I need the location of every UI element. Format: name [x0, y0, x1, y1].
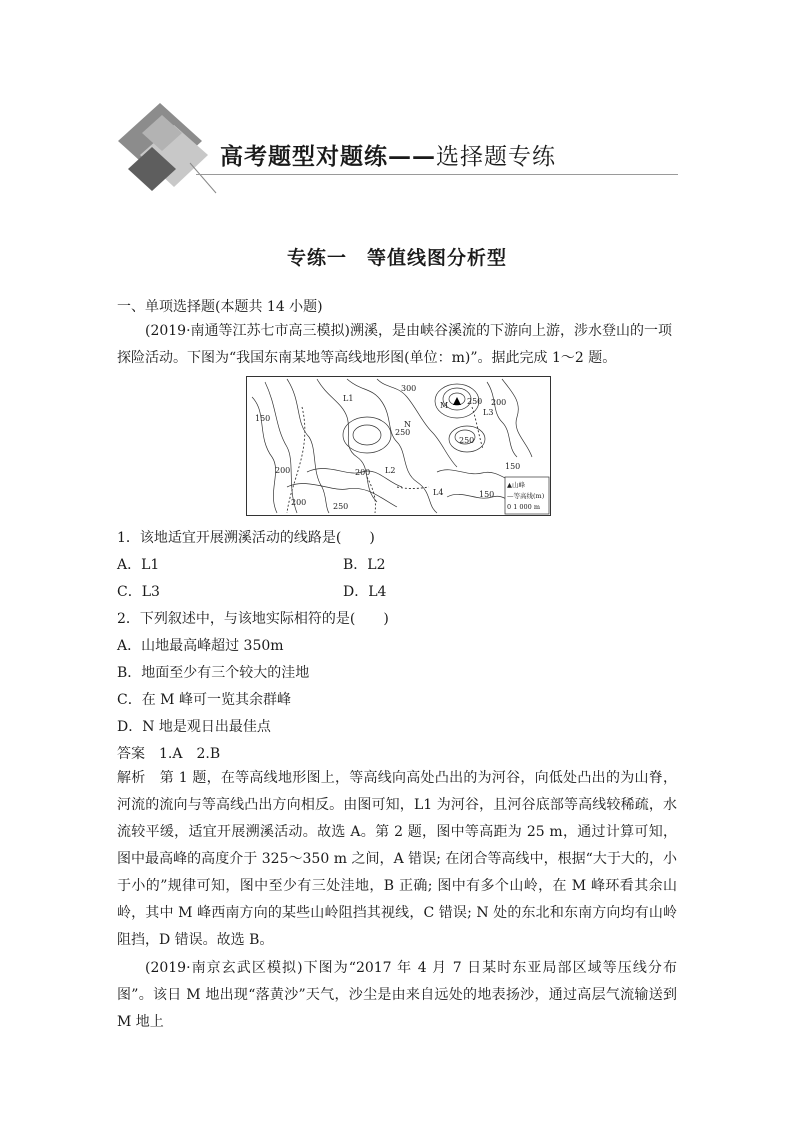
map-label-300: 300: [401, 384, 417, 393]
map-label-l4: L4: [433, 488, 444, 497]
map-label-150c: 150: [505, 462, 521, 471]
map-label-150a: 150: [255, 414, 271, 423]
question-2-option-a: A．山地最高峰超过 350m: [117, 638, 284, 654]
map-label-250b: 250: [395, 428, 411, 437]
map-label-250d: 250: [333, 502, 349, 511]
contour-map: [246, 376, 551, 516]
legend-peak: ▲山峰: [507, 481, 525, 489]
map-label-200d: 200: [291, 498, 307, 507]
question-2-option-b: B．地面至少有三个较大的洼地: [117, 665, 310, 681]
question-1-option-d: D．L4: [343, 584, 387, 600]
header-title-dash: ——: [388, 143, 436, 170]
map-label-250c: 250: [459, 436, 475, 445]
map-label-l2: L2: [385, 466, 396, 475]
answer-line: 答案 1.A 2.B: [117, 746, 221, 762]
header-title-main: 高考题型对题练: [220, 143, 388, 170]
question-2-stem: 2．下列叙述中，与该地实际相符的是( ): [117, 611, 389, 627]
header-divider: [196, 174, 678, 175]
map-label-200c: 200: [355, 468, 371, 477]
section-title: 专练一 等值线图分析型: [286, 247, 507, 269]
question-2-option-d: D．N 地是观日出最佳点: [117, 719, 271, 735]
map-label-l1: L1: [343, 394, 354, 403]
map-label-250a: 250: [467, 397, 483, 406]
question-2-option-c: C．在 M 峰可一览其余群峰: [117, 692, 291, 708]
legend-contour: —等高线(m): [507, 492, 545, 500]
map-label-l3: L3: [483, 408, 494, 417]
question-intro-2: (2019·南京玄武区模拟)下图为“2017 年 4 月 7 日某时东亚局部区域等压线分布图”。该日 M 地出现“落黄沙”天气，沙尘是由来自远处的地表扬沙，通过高层气流输送到 M 地上: [117, 960, 677, 1030]
question-1-option-a: A．L1: [117, 557, 160, 573]
legend-scale: 0 1 000 m: [507, 503, 541, 511]
question-1-option-b: B．L2: [343, 557, 386, 573]
header-title-sub: 选择题专练: [436, 144, 556, 170]
header-title: [220, 138, 556, 171]
question-1-stem: 1．该地适宜开展溯溪活动的线路是( ): [117, 530, 375, 546]
part-heading: 一、单项选择题(本题共 14 小题): [117, 299, 323, 315]
map-label-m: M: [440, 401, 449, 410]
map-label-200b: 200: [275, 466, 291, 475]
peak-m-icon: [453, 397, 461, 405]
question-intro-1: (2019·南通等江苏七市高三模拟)溯溪，是由峡谷溪流的下游向上游，涉水登山的一项探险活动。下图为“我国东南某地等高线地形图(单位：m)”。据此完成 1～2 题。: [117, 323, 673, 366]
header-decoration: [112, 103, 222, 198]
analysis-paragraph: 解析 第 1 题，在等高线地形图上，等高线向高处凸出的为河谷，向低处凸出的为山脊，河流的流向与等高线凸出方向相反。由图可知，L1 为河谷，且河谷底部等高线较稀疏，水流较平缓，适宜开展溯溪活动。故选 A。第 2 题，图中等高距为 25 m，通过计算可知，图中最高峰的高度介于 325～350 m 之间，A 错误; 在闭合等高线中，根据“大于大的，小于小的”规律可知，图中至少有三处洼地，B 正确; 图中有多个山岭，在 M 峰环看其余山岭，其中 M 峰西南方向的某些山岭阻挡其视线，C 错误; N 处的东北和东南方向均有山岭阻挡，D 错误。故选 B。: [117, 770, 677, 948]
map-label-n: N: [404, 420, 411, 429]
contour-map-figure: [247, 377, 550, 515]
question-1-option-c: C．L3: [117, 584, 160, 600]
map-label-200a: 200: [491, 398, 507, 407]
map-label-150b: 150: [479, 490, 495, 499]
